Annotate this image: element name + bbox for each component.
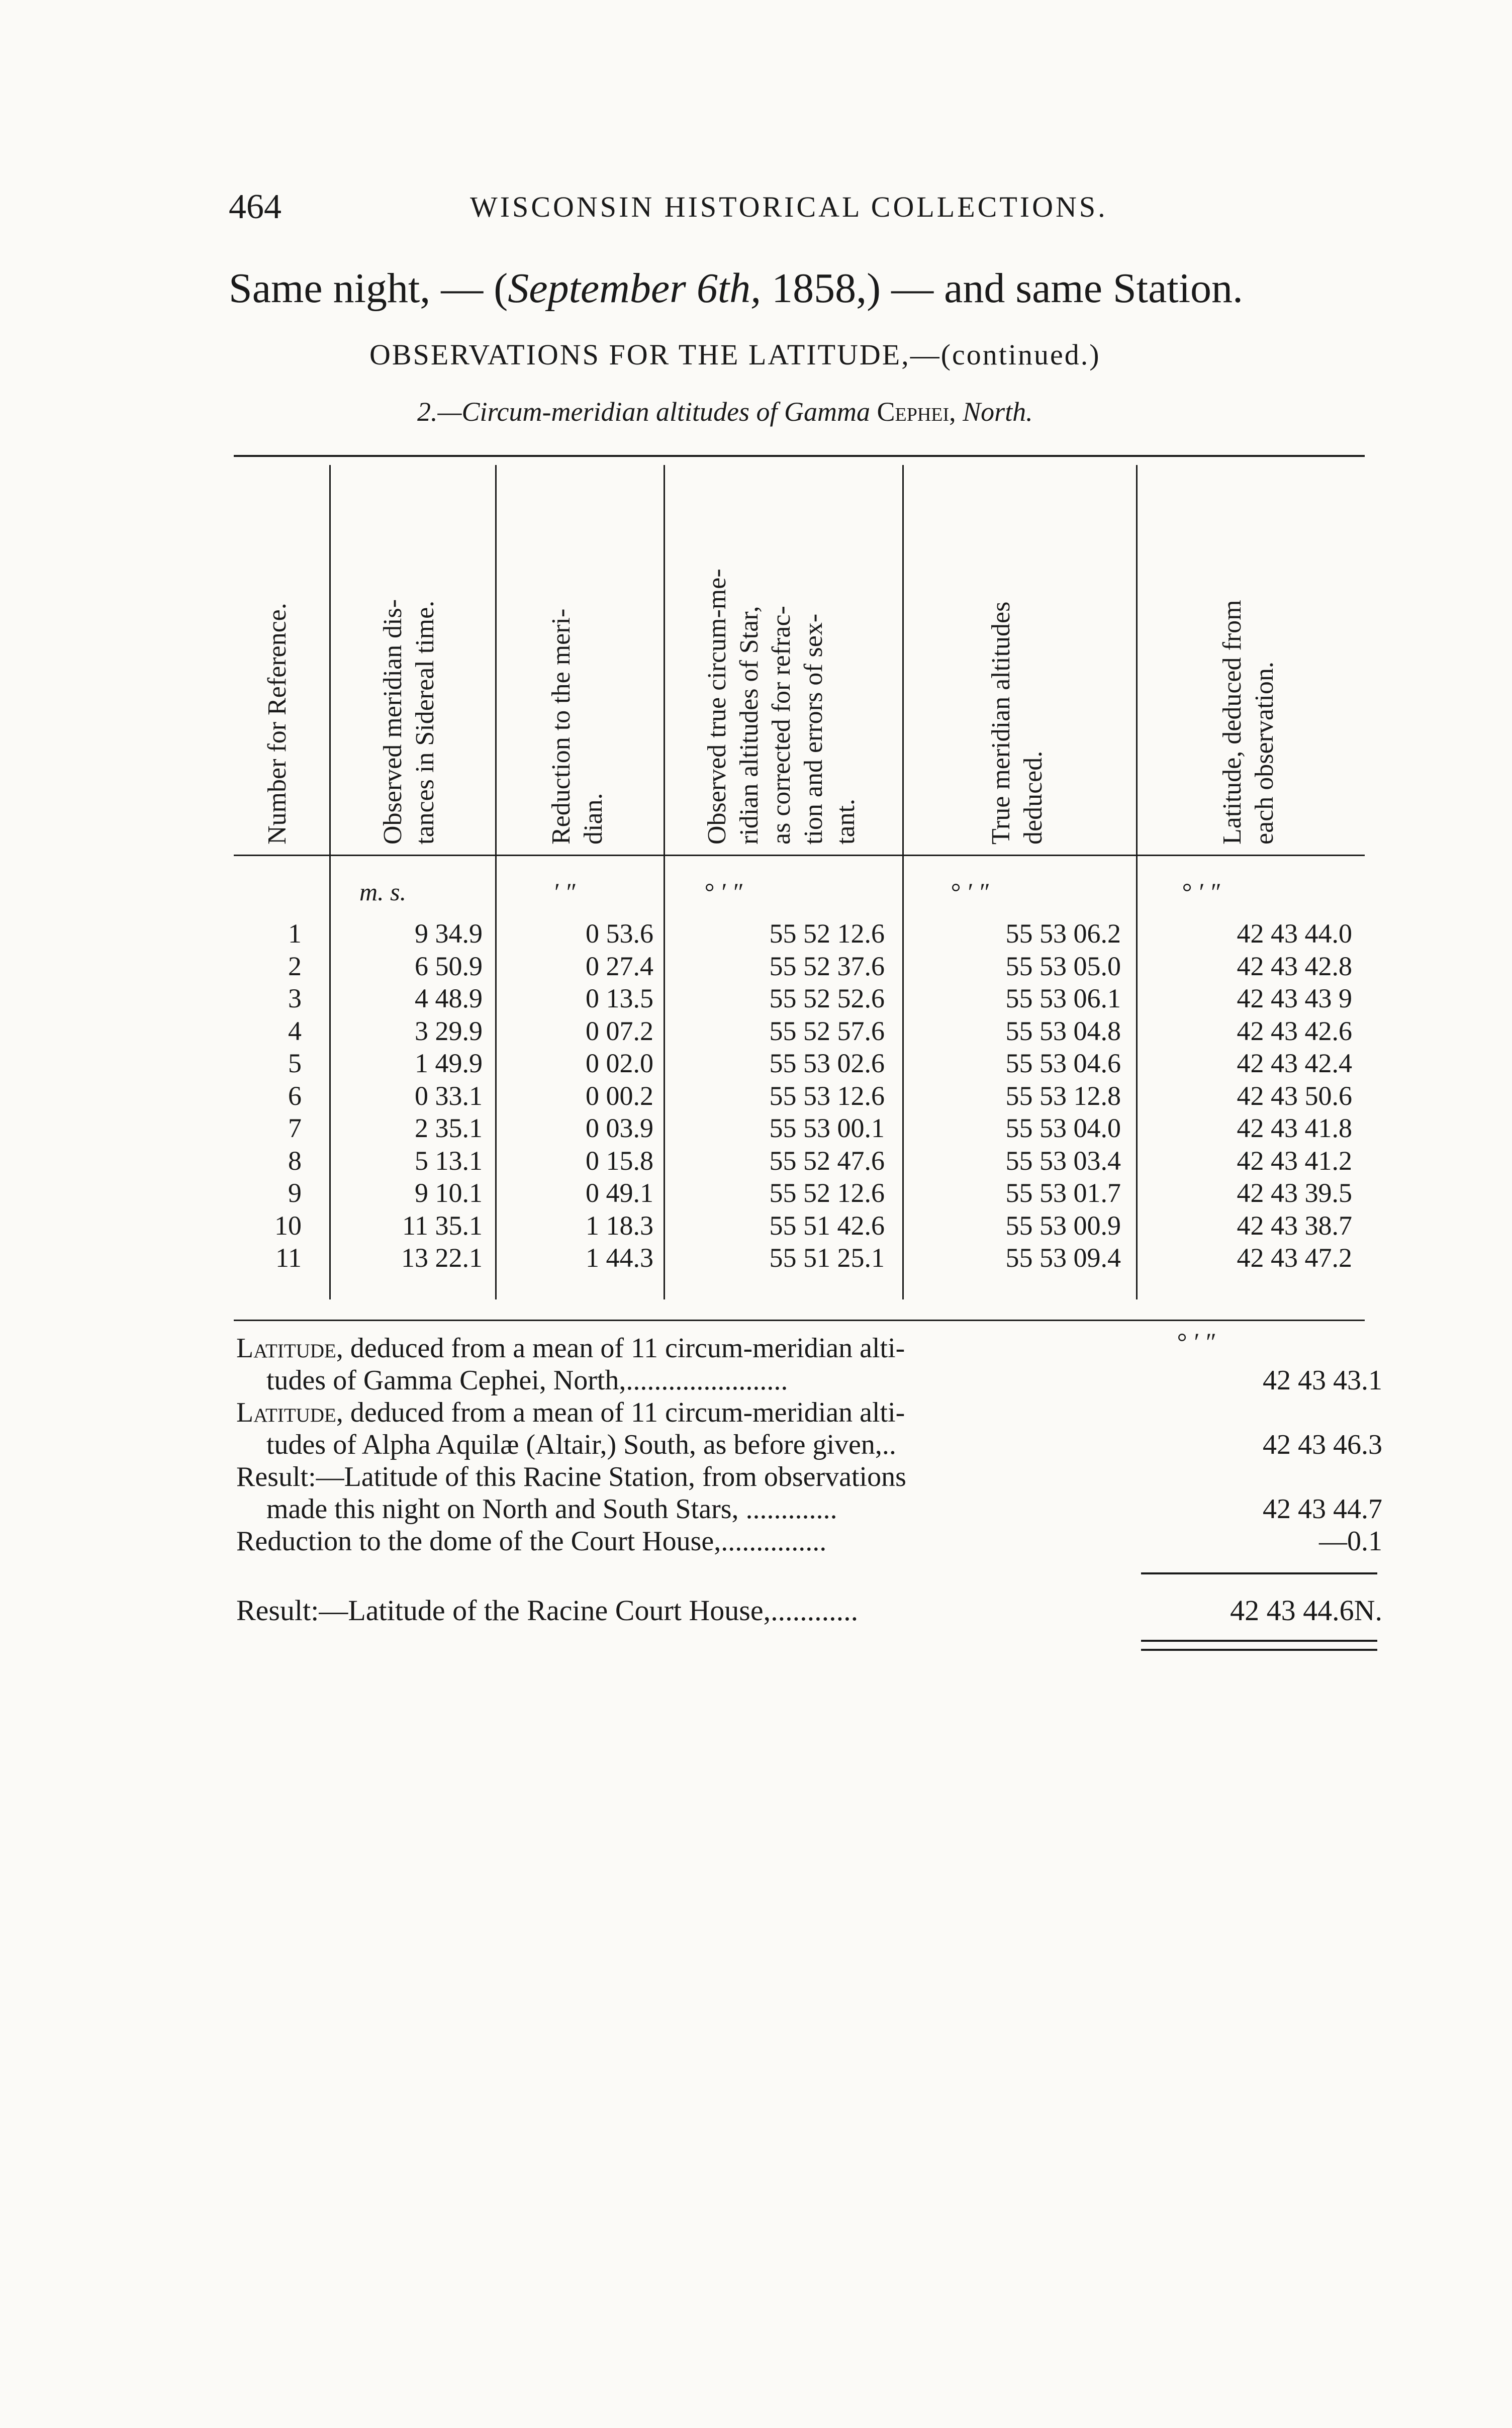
table-cell: 55 51 25.1 xyxy=(769,1243,885,1273)
final-value: 42 43 44.6N. xyxy=(1230,1594,1382,1627)
unit-label: ° ′ ″ xyxy=(950,878,989,906)
summary-line: Latitude, deduced from a mean of 11 circum-meridian alti- xyxy=(236,1397,905,1428)
table-cell: 8 xyxy=(288,1145,302,1176)
table-cell: 55 53 04.6 xyxy=(1005,1048,1121,1078)
table-cell: 11 35.1 xyxy=(402,1210,483,1241)
summary-line: Latitude, deduced from a mean of 11 circum-meridian alti- xyxy=(236,1333,905,1364)
table-cell: 55 52 52.6 xyxy=(769,983,885,1013)
table-cell: 55 52 12.6 xyxy=(769,918,885,949)
table-cell: 10 xyxy=(274,1210,302,1241)
column-divider xyxy=(664,465,665,1299)
table-cell: 3 29.9 xyxy=(415,1015,483,1046)
unit-label: ° ′ ″ xyxy=(704,878,742,906)
table-cell: 55 53 04.0 xyxy=(1005,1113,1121,1143)
table-cell: 55 53 06.1 xyxy=(1005,983,1121,1013)
column-heading-true-altitudes: True meridian altitudes deduced. xyxy=(987,601,1048,845)
table-cell: 55 52 47.6 xyxy=(769,1145,885,1176)
summary-label: Latitude, xyxy=(236,1397,343,1428)
table-cell: 55 53 00.1 xyxy=(769,1113,885,1143)
table-cell: 3 xyxy=(288,983,302,1013)
table-cell: 1 49.9 xyxy=(415,1048,483,1078)
table-cell: 0 03.9 xyxy=(586,1113,653,1143)
title-date: September 6th, xyxy=(508,265,762,312)
summary-value: 42 43 46.3 xyxy=(1263,1429,1382,1460)
sum-rule xyxy=(1141,1572,1377,1574)
table-cell: 42 43 38.7 xyxy=(1237,1210,1352,1241)
title-part2: 1858,) — and same Station. xyxy=(761,265,1244,312)
table-cell: 11 xyxy=(275,1243,302,1273)
table-cell: 55 52 12.6 xyxy=(769,1178,885,1208)
table-cell: 0 02.0 xyxy=(586,1048,653,1078)
table-cell: 4 xyxy=(288,1015,302,1046)
table-cell: 2 35.1 xyxy=(415,1113,483,1143)
table-cell: 1 18.3 xyxy=(586,1210,653,1241)
summary-line: made this night on North and South Stars, ............. 42 43 44.7 xyxy=(266,1493,1382,1525)
page-title xyxy=(229,264,1370,313)
page-number: 464 xyxy=(229,188,281,226)
table-cell: 42 43 47.2 xyxy=(1237,1243,1352,1273)
table-cell: 7 xyxy=(288,1113,302,1143)
table-top-rule xyxy=(234,455,1365,457)
table-cell: 42 43 42.6 xyxy=(1237,1015,1352,1046)
table-cell: 2 xyxy=(288,951,302,981)
table-cell: 0 13.5 xyxy=(586,983,653,1013)
table-bottom-rule xyxy=(234,1320,1365,1321)
column-heading-latitude: Latitude, deduced from each observation. xyxy=(1218,600,1279,845)
table-cell: 9 10.1 xyxy=(415,1178,483,1208)
summary-line: tudes of Gamma Cephei, North,....................... 42 43 43.1 xyxy=(266,1365,1382,1396)
table-cell: 42 43 42.4 xyxy=(1237,1048,1352,1078)
double-rule-top xyxy=(1141,1640,1377,1642)
column-heading-observed-altitudes: Observed true circum-me- ridian altitudes of Star, as corrected for refrac- tion and errors of sex- tant. xyxy=(703,569,860,845)
table-cell: 55 53 02.6 xyxy=(769,1048,885,1078)
table-cell: 55 53 09.4 xyxy=(1005,1243,1121,1273)
table-cell: 0 53.6 xyxy=(586,918,653,949)
summary-block xyxy=(236,1332,1382,1557)
table-cell: 5 13.1 xyxy=(415,1145,483,1176)
table-header-rule xyxy=(234,855,1365,856)
title-part1: Same night, — ( xyxy=(229,265,508,312)
table-cell: 4 48.9 xyxy=(415,983,483,1013)
table-cell: 42 43 39.5 xyxy=(1237,1178,1352,1208)
table-cell: 55 53 04.8 xyxy=(1005,1015,1121,1046)
unit-label: ′ ″ xyxy=(553,878,576,906)
caption-prefix: 2.—Circum-meridian altitudes of Gamma xyxy=(417,397,877,427)
table-cell: 55 53 12.8 xyxy=(1005,1080,1121,1111)
table-cell: 55 53 00.9 xyxy=(1005,1210,1121,1241)
column-reductions xyxy=(528,917,653,1274)
table-cell: 0 07.2 xyxy=(586,1015,653,1046)
table-cell: 0 33.1 xyxy=(415,1080,483,1111)
table-cell: 0 00.2 xyxy=(586,1080,653,1111)
unit-label: ° ′ ″ xyxy=(1181,878,1220,906)
table-cell: 42 43 41.2 xyxy=(1237,1145,1352,1176)
caption-star: Cephei, xyxy=(877,397,956,427)
table-cell: 6 xyxy=(288,1080,302,1111)
table-cell: 1 44.3 xyxy=(586,1243,653,1273)
summary-line: Reduction to the dome of the Court House,............... —0.1 xyxy=(236,1526,1382,1557)
caption-suffix: North. xyxy=(956,397,1033,427)
column-meridian-distances xyxy=(352,917,483,1274)
column-reference-numbers xyxy=(251,917,302,1274)
column-divider xyxy=(902,465,904,1299)
table-cell: 0 15.8 xyxy=(586,1145,653,1176)
column-heading-meridian-distance: Observed meridian dis- tances in Sidereal time. xyxy=(379,599,439,845)
table-cell: 42 43 41.8 xyxy=(1237,1113,1352,1143)
table-cell: 1 xyxy=(288,918,302,949)
summary-line: tudes of Alpha Aquilæ (Altair,) South, as before given,.. 42 43 46.3 xyxy=(266,1429,1382,1460)
table-cell: 6 50.9 xyxy=(415,951,483,981)
section-subtitle: OBSERVATIONS FOR THE LATITUDE,—(continued.) xyxy=(369,338,1101,371)
final-result xyxy=(236,1594,1382,1627)
table-cell: 55 51 42.6 xyxy=(769,1210,885,1241)
page-header xyxy=(229,187,1375,232)
table-cell: 42 43 43 9 xyxy=(1237,983,1352,1013)
summary-line: Result:—Latitude of this Racine Station, from observations xyxy=(236,1461,906,1492)
column-divider xyxy=(329,465,331,1299)
table-caption xyxy=(417,396,1033,427)
table-cell: 55 53 06.2 xyxy=(1005,918,1121,949)
summary-label: Latitude, xyxy=(236,1333,343,1364)
final-label: Result:—Latitude of the Racine Court House,............ xyxy=(236,1594,859,1627)
table-cell: 13 22.1 xyxy=(401,1243,483,1273)
column-heading-reference: Number for Reference. xyxy=(263,603,292,845)
table-cell: 9 xyxy=(288,1178,302,1208)
column-observed-altitudes xyxy=(684,917,885,1274)
table-cell: 0 27.4 xyxy=(586,951,653,981)
column-true-altitudes xyxy=(920,917,1121,1274)
table-cell: 0 49.1 xyxy=(586,1178,653,1208)
table-cell: 55 52 37.6 xyxy=(769,951,885,981)
table-cell: 9 34.9 xyxy=(415,918,483,949)
summary-value: —0.1 xyxy=(1319,1526,1382,1557)
summary-value: 42 43 43.1 xyxy=(1263,1365,1382,1396)
table-cell: 42 43 44.0 xyxy=(1237,918,1352,949)
table-cell: 55 53 12.6 xyxy=(769,1080,885,1111)
column-heading-reduction: Reduction to the meri- dian. xyxy=(547,608,608,845)
table-cell: 55 53 05.0 xyxy=(1005,951,1121,981)
table-cell: 42 43 50.6 xyxy=(1237,1080,1352,1111)
table-cell: 55 53 03.4 xyxy=(1005,1145,1121,1176)
table-cell: 55 52 57.6 xyxy=(769,1015,885,1046)
column-latitudes xyxy=(1151,917,1352,1274)
table-cell: 5 xyxy=(288,1048,302,1078)
column-divider xyxy=(495,465,497,1299)
running-head: WISCONSIN HISTORICAL COLLECTIONS. xyxy=(470,191,1108,223)
double-rule-bottom xyxy=(1141,1649,1377,1651)
summary-value: 42 43 44.7 xyxy=(1263,1493,1382,1525)
column-divider xyxy=(1136,465,1138,1299)
summary-units: ° ′ ″ xyxy=(1176,1328,1215,1356)
table-cell: 42 43 42.8 xyxy=(1237,951,1352,981)
unit-label: m. s. xyxy=(359,878,407,906)
table-cell: 55 53 01.7 xyxy=(1005,1178,1121,1208)
